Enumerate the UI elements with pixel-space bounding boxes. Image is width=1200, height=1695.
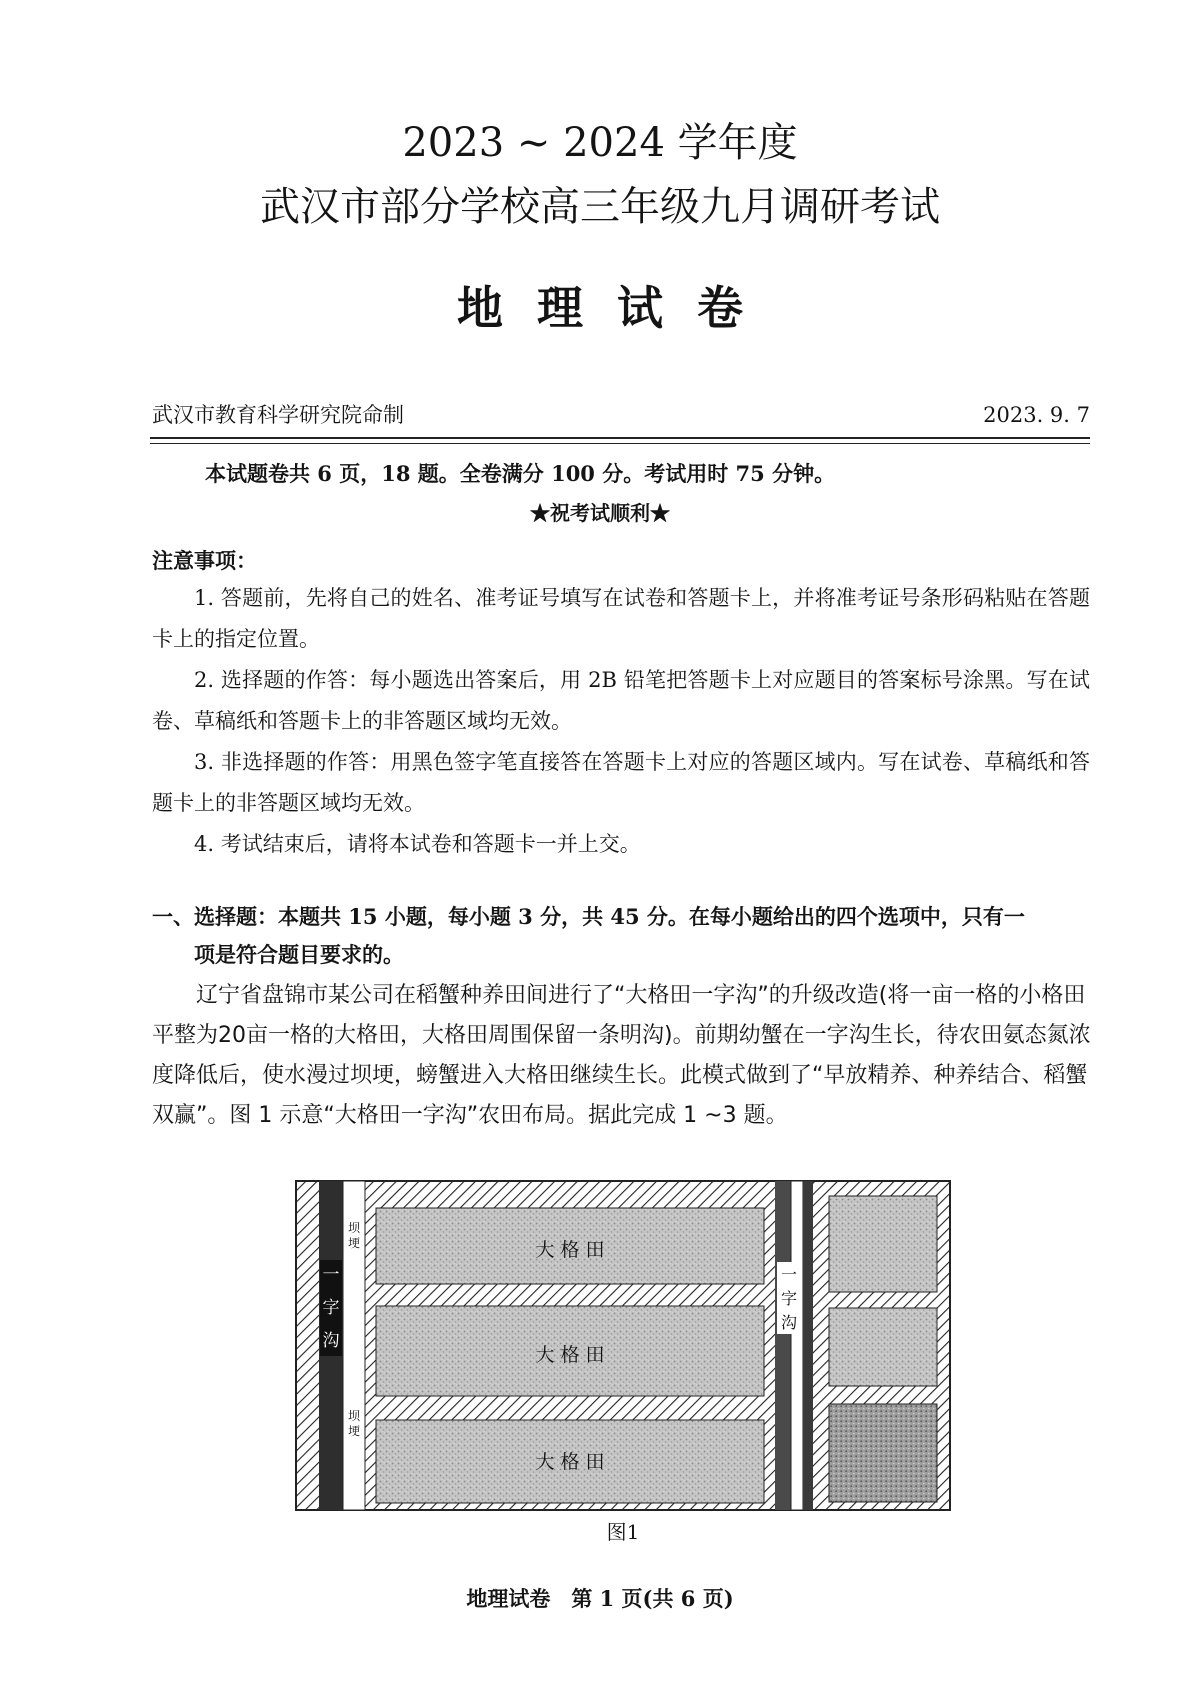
big-field-label-3: 大 格 田 — [535, 1451, 605, 1473]
section-heading — [152, 898, 1090, 974]
farm-layout-figure — [295, 1180, 951, 1511]
right-ditch — [775, 1181, 791, 1510]
notice-item-3: 3. 非选择题的作答：用黑色签字笔直接答在答题卡上对应的答题区域内。写在试卷、草稿纸和答题卡上的非答题区域均无效。 — [152, 750, 1090, 815]
dam-label-top-char-1: 坝 — [347, 1221, 361, 1235]
dam-label-bottom-char-2: 埂 — [347, 1424, 361, 1438]
figure-caption: 图1 — [606, 1520, 640, 1544]
dam-label-top-char-2: 埂 — [347, 1236, 361, 1250]
notice-title: 注意事项： — [152, 548, 257, 573]
farm-layout-diagram — [295, 1180, 951, 1511]
header-rule — [150, 437, 1090, 439]
small-field-2 — [829, 1308, 937, 1386]
small-field-1 — [829, 1196, 937, 1292]
right-ditch-edge — [803, 1181, 813, 1510]
left-ditch-char-3: 沟 — [322, 1331, 340, 1351]
right-ditch-char-2: 字 — [780, 1289, 798, 1308]
big-field-label-1: 大 格 田 — [535, 1239, 605, 1261]
good-luck-line: ★祝考试顺利★ — [530, 501, 670, 525]
subject-title: 地理试卷 — [457, 281, 777, 335]
left-ditch-char-2: 字 — [322, 1298, 340, 1318]
header-rule-thin — [150, 443, 1090, 444]
right-ditch-char-1: 一 — [780, 1265, 798, 1284]
notice-item-1: 1. 答题前，先将自己的姓名、准考证号填写在试卷和答题卡上，并将准考证号条形码粘贴在答题卡上的指定位置。 — [152, 586, 1090, 651]
section-heading-line1: 一、选择题：本题共 15 小题，每小题 3 分，共 45 分。在每小题给出的四个选项中，只有一 — [152, 904, 1025, 929]
right-ditch-char-3: 沟 — [780, 1313, 798, 1332]
exam-date: 2023. 9. 7 — [983, 403, 1090, 427]
exam-year: 2023 ~ 2024 学年度 — [402, 120, 798, 166]
exam-summary: 本试题卷共 6 页，18 题。全卷满分 100 分。考试用时 75 分钟。 — [205, 461, 836, 486]
dam-label-bottom-char-1: 坝 — [347, 1409, 361, 1423]
right-dam — [791, 1181, 803, 1510]
producer: 武汉市教育科学研究院命制 — [152, 403, 404, 427]
notice-item-2: 2. 选择题的作答：每小题选出答案后，用 2B 铅笔把答题卡上对应题目的答案标号涂黑。写在试卷、草稿纸和答题卡上的非答题区域均无效。 — [152, 668, 1090, 733]
notice-item-4: 4. 考试结束后，请将本试卷和答题卡一并上交。 — [194, 832, 641, 856]
question-stem: 辽宁省盘锦市某公司在稻蟹种养田间进行了“大格田一字沟”的升级改造(将一亩一格的小格田平整为20亩一格的大格田，大格田周围保留一条明沟)。前期幼蟹在一字沟生长，待农田氨态氮浓度降低后，使水漫过坝埂，螃蟹进入大格田继续生长。此模式做到了“早放精养、种养结合、稻蟹双赢”。图 1 示意“大格田一字沟”农田布局。据此完成 1 ~3 题。 — [152, 983, 1091, 1128]
exam-name: 武汉市部分学校高三年级九月调研考试 — [260, 184, 940, 230]
page-footer: 地理试卷 第 1 页(共 6 页) — [466, 1586, 734, 1611]
left-ditch-char-1: 一 — [322, 1265, 340, 1285]
section-heading-line2: 项是符合题目要求的。 — [194, 942, 404, 967]
big-field-label-2: 大 格 田 — [535, 1344, 605, 1366]
small-field-3 — [829, 1404, 937, 1502]
